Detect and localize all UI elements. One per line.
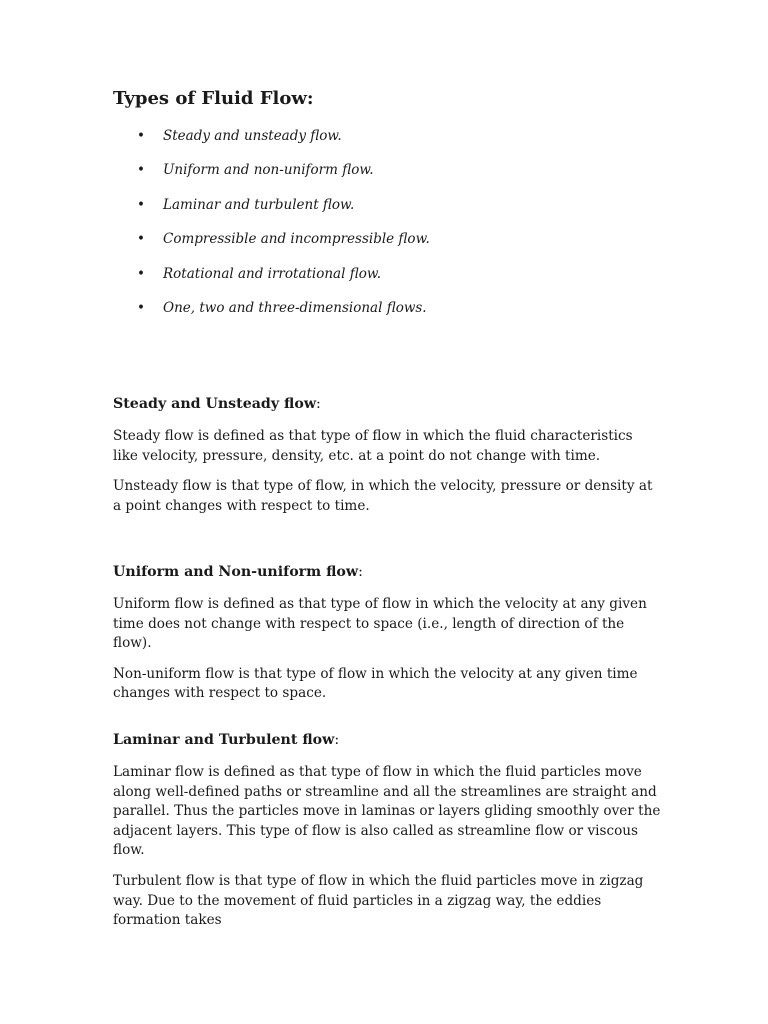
list-item <box>113 264 673 298</box>
section-heading-text: Steady and Unsteady flow <box>113 396 317 412</box>
section-steady-unsteady <box>113 394 661 527</box>
list-item-text: Rotational and irrotational flow. <box>163 265 382 282</box>
list-item <box>113 160 673 194</box>
list-item-text: Steady and unsteady flow. <box>163 128 342 144</box>
list-item-text: Uniform and non-uniform flow. <box>163 162 374 179</box>
heading-colon: : <box>334 732 340 748</box>
paragraph: Laminar flow is defined as that type of flow in which the fluid particles move along well-defined paths or streamline and all the streamlines are straight and parallel. Thus the particles move in laminas or layers gliding smoothly over the adjacent layers. This type of flow is also called as streamline flow or viscous flow. <box>113 764 661 859</box>
paragraph: Non-uniform flow is that type of flow in which the velocity at any given time changes with respect to space. <box>113 665 638 702</box>
bullet-icon: • <box>137 196 145 213</box>
bullet-icon: • <box>137 299 145 316</box>
page-title: Types of Fluid Flow: <box>113 88 314 109</box>
flow-types-list <box>113 126 673 332</box>
section-heading <box>113 562 661 582</box>
paragraph: Unsteady flow is that type of flow, in which the velocity, pressure or density at a point changes with respect to time. <box>113 478 653 514</box>
list-item-text: Compressible and incompressible flow. <box>163 231 430 248</box>
section-laminar-turbulent <box>113 730 661 942</box>
paragraph: Steady flow is defined as that type of flow in which the fluid characteristics like velocity, pressure, density, etc. at a point do not change with time. <box>113 428 633 464</box>
section-heading-text: Uniform and Non-uniform flow <box>113 564 359 580</box>
section-heading <box>113 394 661 414</box>
section-heading <box>113 730 661 750</box>
list-item-text: One, two and three-dimensional flows. <box>163 299 427 316</box>
bullet-icon: • <box>137 265 145 282</box>
heading-colon: : <box>316 396 321 412</box>
list-item-text: Laminar and turbulent flow. <box>163 196 355 213</box>
heading-colon: : <box>358 564 363 580</box>
section-uniform-nonuniform <box>113 562 661 715</box>
list-item <box>113 298 673 332</box>
paragraph: Uniform flow is defined as that type of flow in which the velocity at any given time does not change with respect to space (i.e., length of direction of the flow). <box>113 596 647 652</box>
list-item <box>113 229 673 263</box>
bullet-icon: • <box>137 128 145 144</box>
bullet-icon: • <box>137 162 145 179</box>
list-item <box>113 195 673 229</box>
list-item <box>113 126 673 160</box>
bullet-icon: • <box>137 231 145 248</box>
section-heading-text: Laminar and Turbulent flow <box>113 732 335 748</box>
paragraph: Turbulent flow is that type of flow in which the fluid particles move in zigzag way. Due to the movement of fluid particles in a zigzag way, the eddies formation takes <box>113 872 644 929</box>
